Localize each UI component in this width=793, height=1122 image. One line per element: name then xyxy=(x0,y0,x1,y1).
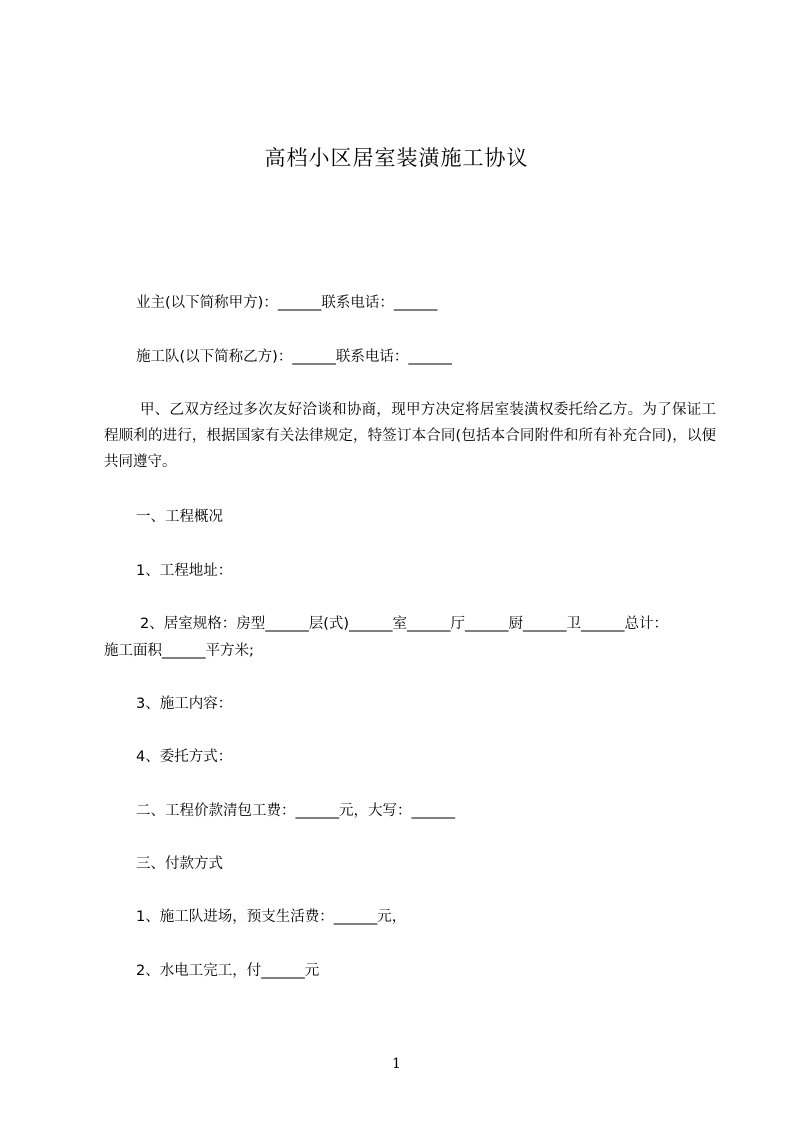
intro-paragraph: 甲、乙双方经过多次友好洽谈和协商，现甲方决定将居室装潢权委托给乙方。为了保证工程顺利的进行，根据国家有关法律规定，特签订本合同(包括本合同附件和所有补充合同)，以便共同遵守。 xyxy=(104,402,716,470)
item-4-method: 4、委托方式： xyxy=(136,749,233,765)
party-b-line: 施工队(以下简称乙方)：______联系电话：______ xyxy=(136,349,452,365)
document-title: 高档小区居室装潢施工协议 xyxy=(264,146,529,170)
payment-item-2: 2、水电工完工，付______元 xyxy=(136,963,320,979)
payment-item-1: 1、施工队进场，预支生活费：______元， xyxy=(136,909,407,925)
party-a-line: 业主(以下简称甲方)：______联系电话：______ xyxy=(136,295,438,311)
section-1-heading: 一、工程概况 xyxy=(136,509,223,525)
item-2-spec-line-1: 2、居室规格：房型______层(式)______室______厅______厨______卫______总计： xyxy=(140,616,669,632)
item-3-content: 3、施工内容： xyxy=(136,696,233,712)
section-2-heading: 二、工程价款清包工费：______元，大写：______ xyxy=(136,803,455,819)
page-number: 1 xyxy=(392,1056,401,1072)
item-1-address: 1、工程地址： xyxy=(136,563,233,579)
item-2-spec-line-2: 施工面积______平方米; xyxy=(104,643,254,659)
section-3-heading: 三、付款方式 xyxy=(136,856,223,872)
